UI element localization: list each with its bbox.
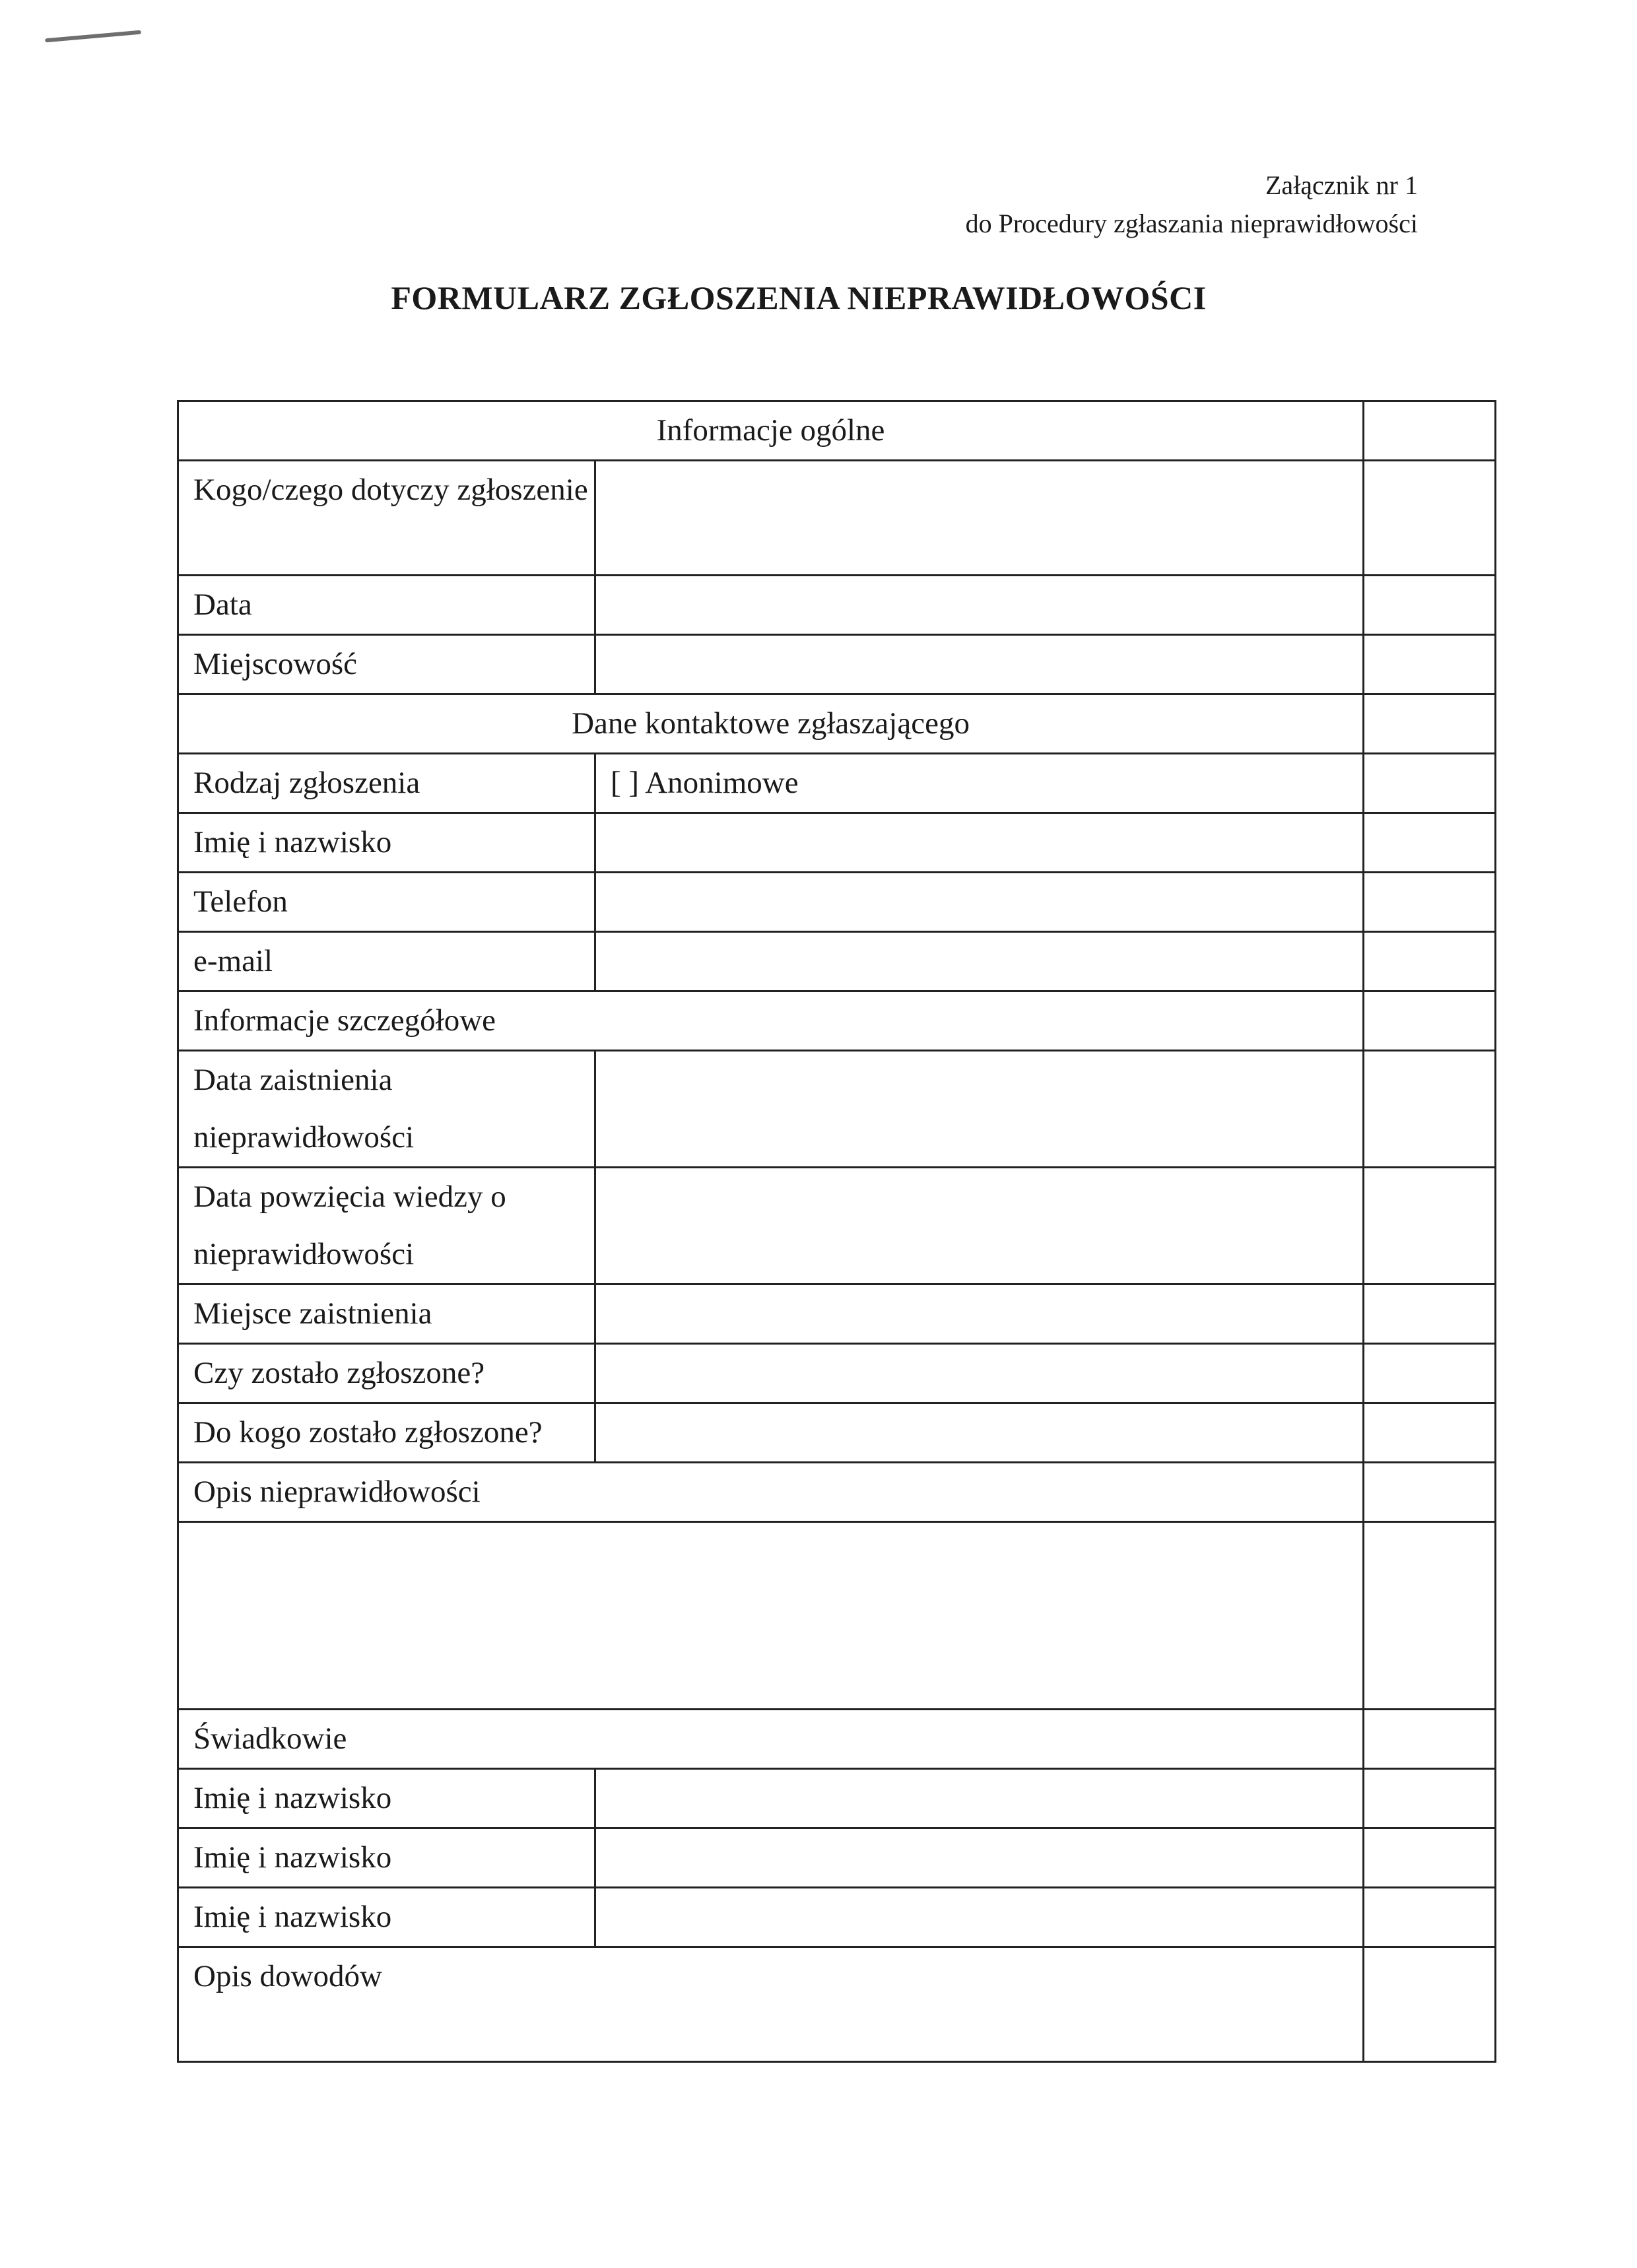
side-cell	[1364, 932, 1496, 991]
section-general-header: Informacje ogólne	[178, 401, 1364, 461]
occurrence-date-label: Data zaistnienia nieprawidłowości	[178, 1051, 595, 1168]
irregularity-description-label: Opis nieprawidłowości	[178, 1463, 1364, 1522]
side-cell	[1364, 1947, 1496, 2062]
witness-1-field[interactable]	[595, 1769, 1364, 1828]
attachment-note	[966, 166, 1418, 243]
irregularity-description-field[interactable]	[178, 1522, 1364, 1710]
row-who-concerns	[178, 461, 1496, 576]
side-cell	[1364, 1522, 1496, 1710]
document-title: FORMULARZ ZGŁOSZENIA NIEPRAWIDŁOWOŚCI	[391, 279, 1207, 316]
occurrence-date-field[interactable]	[595, 1051, 1364, 1168]
row-section-general	[178, 401, 1496, 461]
row-witness-3	[178, 1888, 1496, 1947]
date-field[interactable]	[595, 576, 1364, 635]
attachment-line-1: Załącznik nr 1	[1265, 170, 1418, 200]
side-cell	[1364, 1828, 1496, 1888]
was-reported-field[interactable]	[595, 1344, 1364, 1403]
occurrence-place-label: Miejsce zaistnienia	[178, 1284, 595, 1344]
row-knowledge-date	[178, 1168, 1496, 1284]
attachment-line-2: do Procedury zgłaszania nieprawidłowości	[965, 209, 1418, 238]
report-form-table	[177, 400, 1496, 2063]
row-occurrence-date	[178, 1051, 1496, 1168]
phone-field[interactable]	[595, 873, 1364, 932]
row-occurrence-place	[178, 1284, 1496, 1344]
side-cell	[1364, 635, 1496, 694]
side-cell	[1364, 754, 1496, 813]
row-date	[178, 576, 1496, 635]
witness-1-label: Imię i nazwisko	[178, 1769, 595, 1828]
row-witness-2	[178, 1828, 1496, 1888]
row-section-witnesses	[178, 1710, 1496, 1769]
full-name-label: Imię i nazwisko	[178, 813, 595, 873]
witness-3-field[interactable]	[595, 1888, 1364, 1947]
witness-2-label: Imię i nazwisko	[178, 1828, 595, 1888]
email-field[interactable]	[595, 932, 1364, 991]
side-cell	[1364, 1168, 1496, 1284]
side-cell	[1364, 1888, 1496, 1947]
locality-field[interactable]	[595, 635, 1364, 694]
reported-to-field[interactable]	[595, 1403, 1364, 1463]
side-cell	[1364, 694, 1496, 754]
row-locality	[178, 635, 1496, 694]
knowledge-date-field[interactable]	[595, 1168, 1364, 1284]
side-cell	[1364, 991, 1496, 1051]
row-report-type	[178, 754, 1496, 813]
who-concerns-field[interactable]	[595, 461, 1364, 576]
witness-2-field[interactable]	[595, 1828, 1364, 1888]
row-description-header	[178, 1463, 1496, 1522]
email-label: e-mail	[178, 932, 595, 991]
side-cell	[1364, 1344, 1496, 1403]
full-name-field[interactable]	[595, 813, 1364, 873]
report-type-label: Rodzaj zgłoszenia	[178, 754, 595, 813]
section-witnesses-header: Świadkowie	[178, 1710, 1364, 1769]
anonymous-checkbox[interactable]: [ ] Anonimowe	[595, 754, 1364, 813]
section-details-header: Informacje szczegółowe	[178, 991, 1364, 1051]
row-reported-to	[178, 1403, 1496, 1463]
side-cell	[1364, 1769, 1496, 1828]
side-cell	[1364, 401, 1496, 461]
date-label: Data	[178, 576, 595, 635]
row-phone	[178, 873, 1496, 932]
locality-label: Miejscowość	[178, 635, 595, 694]
who-concerns-label: Kogo/czego dotyczy zgłoszenie	[178, 461, 595, 576]
row-evidence	[178, 1947, 1496, 2062]
was-reported-label: Czy zostało zgłoszone?	[178, 1344, 595, 1403]
occurrence-place-field[interactable]	[595, 1284, 1364, 1344]
row-was-reported	[178, 1344, 1496, 1403]
side-cell	[1364, 1051, 1496, 1168]
side-cell	[1364, 813, 1496, 873]
side-cell	[1364, 873, 1496, 932]
side-cell	[1364, 461, 1496, 576]
side-cell	[1364, 576, 1496, 635]
evidence-description-field[interactable]: Opis dowodów	[178, 1947, 1364, 2062]
side-cell	[1364, 1284, 1496, 1344]
side-cell	[1364, 1463, 1496, 1522]
row-section-details	[178, 991, 1496, 1051]
witness-3-label: Imię i nazwisko	[178, 1888, 595, 1947]
row-description-body	[178, 1522, 1496, 1710]
row-full-name	[178, 813, 1496, 873]
row-witness-1	[178, 1769, 1496, 1828]
phone-label: Telefon	[178, 873, 595, 932]
row-email	[178, 932, 1496, 991]
side-cell	[1364, 1710, 1496, 1769]
scan-mark	[45, 30, 141, 43]
section-contact-header: Dane kontaktowe zgłaszającego	[178, 694, 1364, 754]
knowledge-date-label: Data powzięcia wiedzy o nieprawidłowości	[178, 1168, 595, 1284]
reported-to-label: Do kogo zostało zgłoszone?	[178, 1403, 595, 1463]
row-section-contact	[178, 694, 1496, 754]
side-cell	[1364, 1403, 1496, 1463]
